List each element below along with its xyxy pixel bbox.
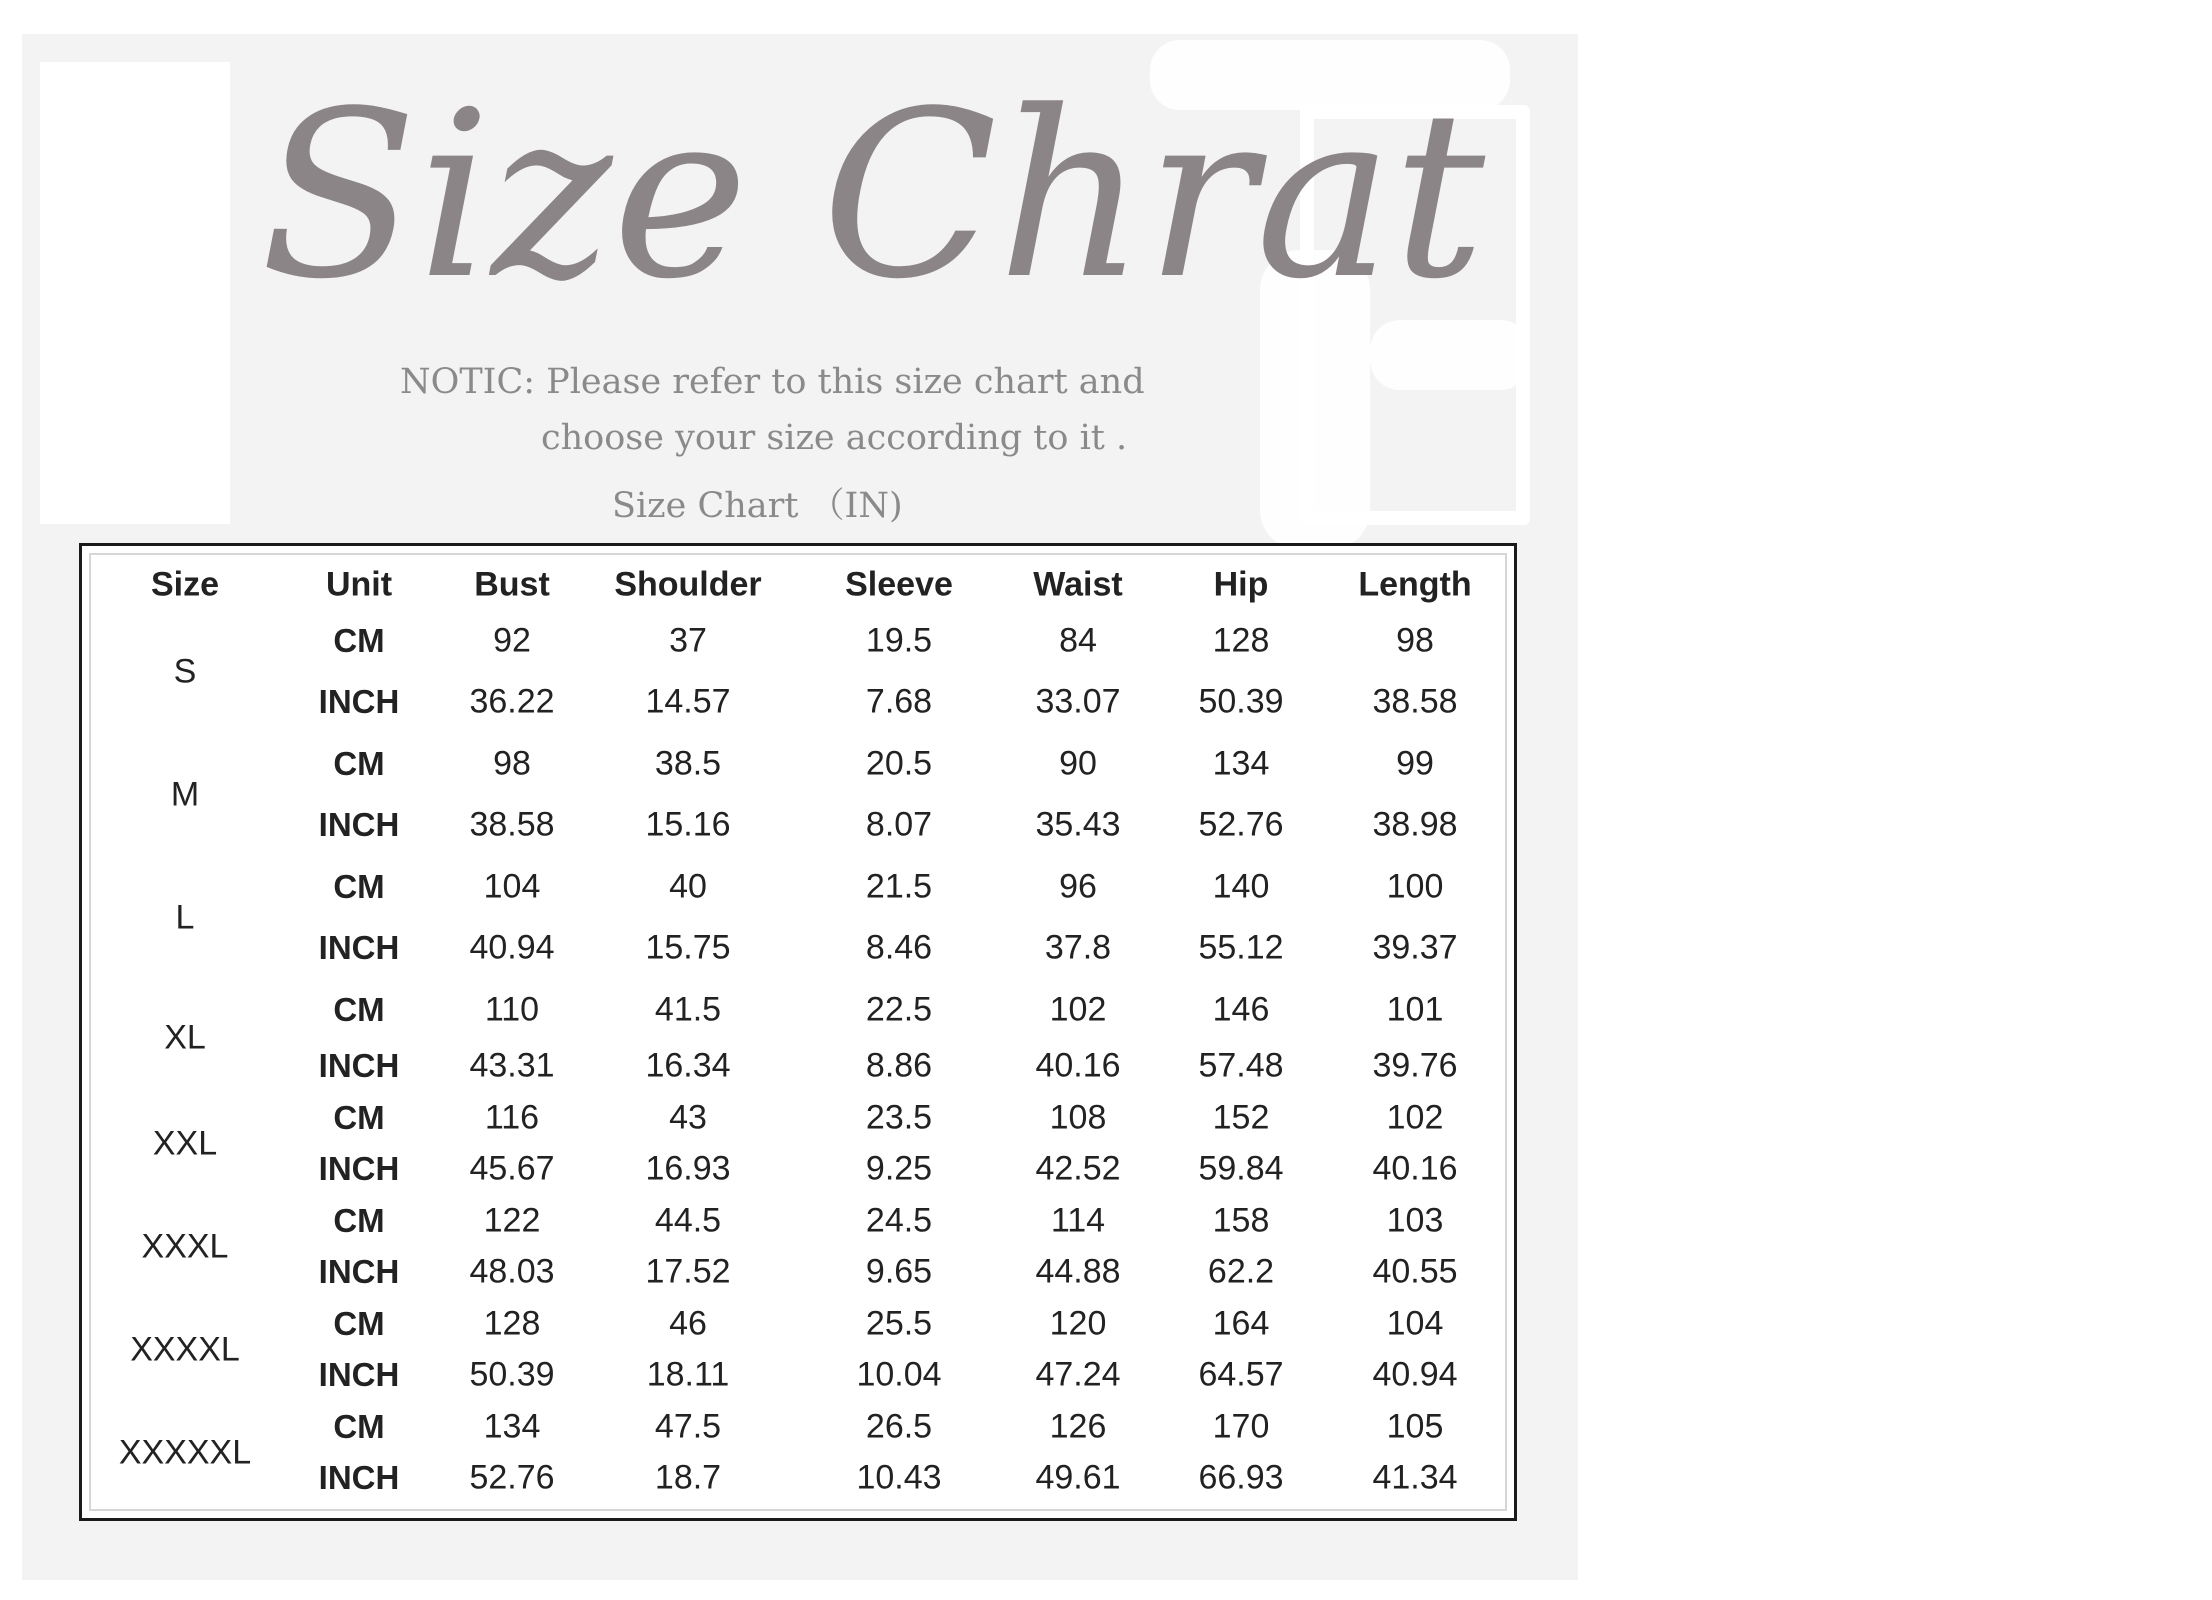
table-cell-value: 18.11 — [646, 1355, 730, 1394]
table-cell-value: 38.5 — [654, 744, 722, 783]
table-cell-value: 49.61 — [1035, 1458, 1121, 1497]
table-cell-value: 108 — [1049, 1098, 1107, 1137]
table-cell-value: 38.58 — [1372, 682, 1458, 721]
background-left-patch — [40, 62, 230, 524]
unit-label-inch: INCH — [318, 1459, 400, 1496]
table-cell-value: 38.58 — [469, 805, 555, 844]
column-header-size: Size — [150, 565, 220, 604]
table-cell-value: 24.5 — [865, 1201, 933, 1240]
table-cell-value: 39.37 — [1372, 928, 1458, 967]
table-cell-value: 99 — [1396, 744, 1434, 783]
unit-label-inch: INCH — [318, 806, 400, 843]
unit-label-cm: CM — [333, 1202, 385, 1239]
unit-label-cm: CM — [333, 991, 385, 1028]
page-title — [240, 63, 1486, 370]
table-cell-value: 140 — [1212, 867, 1270, 906]
table-cell-value: 52.76 — [1198, 805, 1284, 844]
unit-label-cm: CM — [333, 1305, 385, 1342]
unit-label-inch: INCH — [318, 1047, 400, 1084]
column-header-sleeve: Sleeve — [845, 565, 953, 604]
unit-label-cm: CM — [333, 868, 385, 905]
table-cell-value: 41.34 — [1372, 1458, 1458, 1497]
table-cell-value: 8.07 — [865, 805, 933, 844]
size-label: XXXXXL — [118, 1433, 252, 1471]
table-cell-value: 9.65 — [865, 1252, 933, 1291]
table-cell-value: 164 — [1212, 1304, 1270, 1343]
table-cell-value: 57.48 — [1198, 1046, 1284, 1085]
size-table — [79, 543, 1517, 1521]
table-cell-value: 102 — [1049, 990, 1107, 1029]
table-cell-value: 47.5 — [654, 1407, 722, 1446]
table-cell-value: 45.67 — [469, 1149, 555, 1188]
table-cell-value: 98 — [493, 744, 531, 783]
column-header-unit: Unit — [325, 565, 393, 604]
table-cell-value: 48.03 — [469, 1252, 555, 1291]
table-cell-value: 134 — [483, 1407, 541, 1446]
table-cell-value: 47.24 — [1035, 1355, 1121, 1394]
size-label: XXXL — [141, 1227, 229, 1265]
column-header-waist: Waist — [1033, 565, 1123, 604]
table-cell-value: 40 — [669, 867, 707, 906]
notice-line-1: NOTIC: Please refer to this size chart and — [400, 362, 1145, 402]
size-label: S — [173, 652, 197, 690]
table-cell-value: 152 — [1212, 1098, 1270, 1137]
column-header-bust: Bust — [474, 565, 550, 604]
table-cell-value: 18.7 — [654, 1458, 722, 1497]
table-cell-value: 158 — [1212, 1201, 1270, 1240]
table-cell-value: 66.93 — [1198, 1458, 1284, 1497]
table-cell-value: 8.86 — [865, 1046, 933, 1085]
size-label: XXXXL — [130, 1330, 240, 1368]
table-cell-value: 33.07 — [1035, 682, 1121, 721]
table-cell-value: 59.84 — [1198, 1149, 1284, 1188]
table-cell-value: 26.5 — [865, 1407, 933, 1446]
table-cell-value: 62.2 — [1207, 1252, 1275, 1291]
column-header-length: Length — [1358, 565, 1472, 604]
table-cell-value: 44.5 — [654, 1201, 722, 1240]
table-cell-value: 102 — [1386, 1098, 1444, 1137]
table-cell-value: 84 — [1059, 621, 1097, 660]
table-cell-value: 134 — [1212, 744, 1270, 783]
table-cell-value: 40.94 — [1372, 1355, 1458, 1394]
table-cell-value: 101 — [1386, 990, 1444, 1029]
table-cell-value: 9.25 — [865, 1149, 933, 1188]
page-title-text: Size Chrat — [260, 63, 1486, 330]
table-cell-value: 104 — [1386, 1304, 1444, 1343]
table-cell-value: 15.16 — [645, 805, 731, 844]
table-cell-value: 43.31 — [469, 1046, 555, 1085]
table-cell-value: 40.16 — [1035, 1046, 1121, 1085]
column-header-shoulder: Shoulder — [614, 565, 762, 604]
table-cell-value: 14.57 — [645, 682, 731, 721]
table-cell-value: 100 — [1386, 867, 1444, 906]
table-cell-value: 8.46 — [865, 928, 933, 967]
table-cell-value: 44.88 — [1035, 1252, 1121, 1291]
table-cell-value: 19.5 — [865, 621, 933, 660]
size-label: M — [170, 775, 200, 813]
table-cell-value: 46 — [669, 1304, 707, 1343]
unit-label-cm: CM — [333, 745, 385, 782]
table-cell-value: 122 — [483, 1201, 541, 1240]
table-cell-value: 50.39 — [1198, 682, 1284, 721]
table-cell-value: 105 — [1386, 1407, 1444, 1446]
unit-label-inch: INCH — [318, 1150, 400, 1187]
table-cell-value: 38.98 — [1372, 805, 1458, 844]
table-cell-value: 16.93 — [645, 1149, 731, 1188]
table-cell-value: 43 — [669, 1098, 707, 1137]
table-cell-value: 21.5 — [865, 867, 933, 906]
table-cell-value: 41.5 — [654, 990, 722, 1029]
size-label: L — [175, 898, 195, 936]
unit-label-cm: CM — [333, 622, 385, 659]
table-cell-value: 37.8 — [1044, 928, 1112, 967]
table-cell-value: 128 — [1212, 621, 1270, 660]
unit-label-cm: CM — [333, 1099, 385, 1136]
table-cell-value: 7.68 — [865, 682, 933, 721]
table-cell-value: 36.22 — [469, 682, 555, 721]
table-cell-value: 170 — [1212, 1407, 1270, 1446]
table-cell-value: 25.5 — [865, 1304, 933, 1343]
table-cell-value: 15.75 — [645, 928, 731, 967]
unit-label-inch: INCH — [318, 1356, 400, 1393]
unit-label-inch: INCH — [318, 929, 400, 966]
table-cell-value: 40.16 — [1372, 1149, 1458, 1188]
notice-line-3: Size Chart （IN) — [612, 486, 903, 526]
table-cell-value: 39.76 — [1372, 1046, 1458, 1085]
table-cell-value: 37 — [669, 621, 707, 660]
table-cell-value: 96 — [1059, 867, 1097, 906]
notice-line-2: choose your size according to it . — [541, 418, 1128, 458]
unit-label-inch: INCH — [318, 683, 400, 720]
unit-label-inch: INCH — [318, 1253, 400, 1290]
table-cell-value: 40.94 — [469, 928, 555, 967]
table-cell-value: 98 — [1396, 621, 1434, 660]
table-cell-value: 52.76 — [469, 1458, 555, 1497]
table-cell-value: 23.5 — [865, 1098, 933, 1137]
table-cell-value: 104 — [483, 867, 541, 906]
table-cell-value: 90 — [1059, 744, 1097, 783]
table-cell-value: 20.5 — [865, 744, 933, 783]
table-cell-value: 35.43 — [1035, 805, 1121, 844]
table-cell-value: 17.52 — [645, 1252, 731, 1291]
table-cell-value: 10.43 — [856, 1458, 942, 1497]
table-cell-value: 120 — [1049, 1304, 1107, 1343]
size-label: XL — [164, 1018, 206, 1057]
table-cell-value: 116 — [484, 1098, 540, 1137]
column-header-hip: Hip — [1213, 565, 1269, 604]
table-cell-value: 22.5 — [865, 990, 933, 1029]
table-cell-value: 92 — [493, 621, 531, 660]
table-cell-value: 50.39 — [469, 1355, 555, 1394]
table-cell-value: 64.57 — [1198, 1355, 1284, 1394]
table-cell-value: 103 — [1386, 1201, 1444, 1240]
table-cell-value: 16.34 — [645, 1046, 731, 1085]
size-label: XXL — [152, 1124, 218, 1162]
table-cell-value: 114 — [1050, 1201, 1106, 1240]
table-cell-value: 110 — [484, 990, 540, 1029]
table-cell-value: 40.55 — [1372, 1252, 1458, 1291]
table-cell-value: 55.12 — [1198, 928, 1284, 967]
unit-label-cm: CM — [333, 1408, 385, 1445]
table-cell-value: 146 — [1212, 990, 1270, 1029]
table-cell-value: 10.04 — [856, 1355, 942, 1394]
table-cell-value: 42.52 — [1035, 1149, 1121, 1188]
table-cell-value: 128 — [483, 1304, 541, 1343]
table-cell-value: 126 — [1049, 1407, 1107, 1446]
